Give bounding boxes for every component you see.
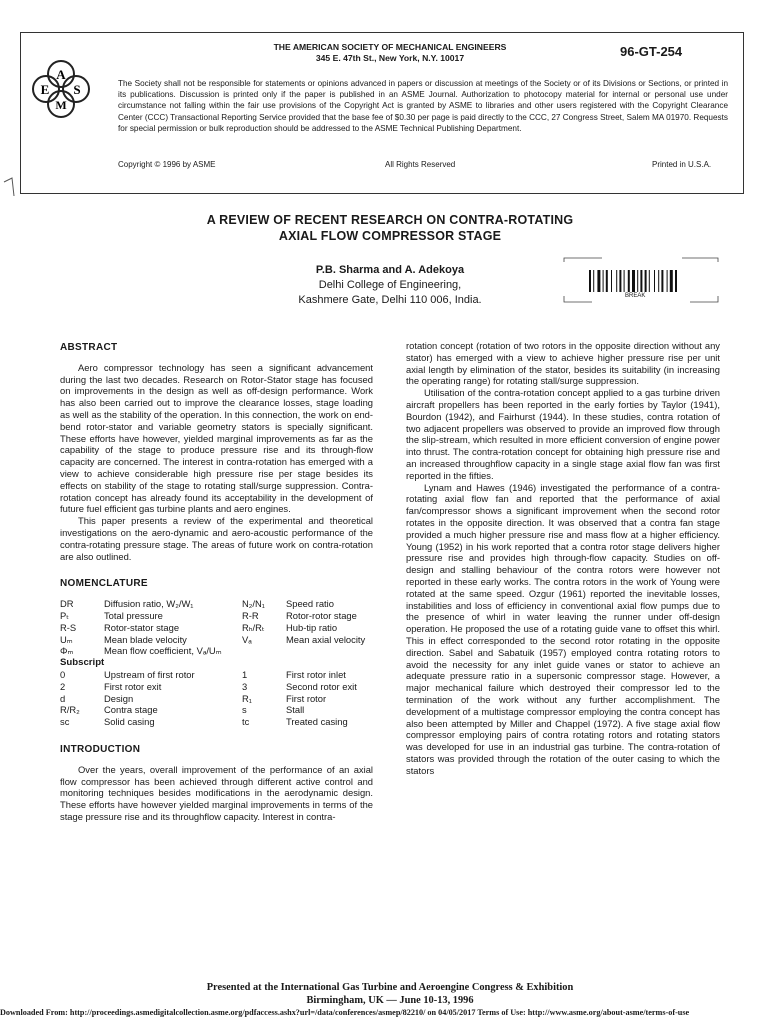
table-row xyxy=(60,716,365,728)
right-column xyxy=(406,340,720,776)
margin-mark-icon xyxy=(2,168,22,198)
affiliation-line-2: Kashmere Gate, Delhi 110 006, India. xyxy=(298,294,482,306)
nom-symbol: Vₐ xyxy=(242,633,252,645)
sub-symbol: sc xyxy=(60,716,70,728)
nom-desc: Hub-tip ratio xyxy=(286,621,338,633)
author-names: P.B. Sharma and A. Adekoya xyxy=(315,264,465,276)
barcode-bar xyxy=(619,270,621,292)
sub-desc: First rotor inlet xyxy=(286,668,346,680)
nom-desc: Mean blade velocity xyxy=(104,633,187,645)
sub-desc: First rotor xyxy=(286,692,327,704)
barcode-bar xyxy=(667,270,668,292)
nom-symbol: N₂/N₁ xyxy=(242,598,265,610)
nom-symbol: Rₕ/Rₜ xyxy=(242,621,265,633)
barcode-bar xyxy=(637,270,638,292)
table-row xyxy=(60,681,365,693)
table-row xyxy=(60,610,365,622)
nomenclature-heading: NOMENCLATURE xyxy=(60,578,148,590)
asme-logo-icon xyxy=(30,58,92,120)
sub-desc: Stall xyxy=(286,704,305,716)
table-row xyxy=(60,704,365,716)
nom-desc: Speed ratio xyxy=(286,598,334,610)
rights-line: All Rights Reserved xyxy=(385,160,456,169)
right-paragraph-1: Utilisation of the contra-rotation concept applied to a gas turbine driven aircraft propellers has been reported in the early forties by Taylor (1941), Bourdon (1942), and Fairhurst (1944). In these studies, contra rotation of two adjacent propellers was observed to provide an improved flow through the slip-stream, which resulted in more efficient conversion of engine power into thrust. The contra-rotation concept for obtaining high pressure rise and an increased throughflow capacity in a single stage axial flow fan was first reported in the fifties. xyxy=(406,387,720,481)
barcode-bar xyxy=(654,270,655,292)
download-line: Downloaded From: http://proceedings.asmedigitalcollection.asme.org/pdfaccess.ashx?url=/data/conferences/asmep/82210/ on 04/05/2017 Terms of Use: http://www.asme.org/about-asme/terms-of-use xyxy=(0,1008,690,1017)
sub-desc: Solid casing xyxy=(104,716,155,728)
nom-desc: Diffusion ratio, W₂/W₁ xyxy=(104,598,194,610)
title-line-1: A REVIEW OF RECENT RESEARCH ON CONTRA-ROTATING xyxy=(206,213,574,227)
barcode-bar xyxy=(632,270,635,292)
society-block xyxy=(230,42,550,64)
nom-desc: Rotor-rotor stage xyxy=(286,609,357,621)
barcode-bar xyxy=(640,270,642,292)
right-paragraph-0: rotation concept (rotation of two rotors in the opposite direction without any stator) has emerged with a view to achieve higher pressure rise per unit axial length by elimination of the stator, besides its suitability (in increasing the operating range) for rotating stall/surge suppression. xyxy=(406,340,720,387)
introduction-paragraph-1: Over the years, overall improvement of the performance of an axial flow compressor has been achieved through different active control and monitoring techniques besides modifications in the aerodynamic design. These efforts have however yielded marginal improvements in terms of the stage pressure rise and its throughflow capacity. Interest in contra- xyxy=(60,763,373,822)
barcode-bar xyxy=(628,270,630,292)
sub-symbol: R₁ xyxy=(242,692,252,704)
table-row xyxy=(60,634,365,646)
table-row xyxy=(60,622,365,634)
introduction-heading: INTRODUCTION xyxy=(60,743,141,755)
barcode-bar xyxy=(611,270,612,292)
nom-desc: Mean flow coefficient, Vₐ/Uₘ xyxy=(104,645,222,657)
subscript-heading: Subscript xyxy=(60,657,105,669)
copyright-line: Copyright © 1996 by ASME xyxy=(118,160,216,169)
sub-symbol: 1 xyxy=(242,668,248,680)
nom-symbol: Φₘ xyxy=(60,645,74,657)
sub-desc: First rotor exit xyxy=(104,680,162,692)
sub-desc: Upstream of first rotor xyxy=(104,668,195,680)
barcode-bar xyxy=(597,270,600,292)
barcode-bar xyxy=(675,270,677,292)
barcode-bar xyxy=(670,270,673,292)
title-line-2: AXIAL FLOW COMPRESSOR STAGE xyxy=(278,229,502,243)
nom-symbol: Uₘ xyxy=(60,633,73,645)
paper-number: 96-GT-254 xyxy=(620,44,683,59)
conference-line-2: Birmingham, UK — June 10-13, 1996 xyxy=(306,995,474,1006)
barcode-bar xyxy=(658,270,659,292)
logo-letter-right: S xyxy=(73,82,81,97)
society-name: THE AMERICAN SOCIETY OF MECHANICAL ENGINEERS xyxy=(273,42,507,52)
logo-letter-bottom: M xyxy=(55,98,67,112)
affiliation-line-1: Delhi College of Engineering, xyxy=(318,279,462,291)
nom-desc: Rotor-stator stage xyxy=(104,621,180,633)
nom-symbol: DR xyxy=(60,598,74,610)
conference-line-1: Presented at the International Gas Turbine and Aeroengine Congress & Exhibition xyxy=(206,982,574,993)
authors-block xyxy=(240,263,540,308)
sub-symbol: tc xyxy=(242,716,250,728)
copyright-notice: The Society shall not be responsible for statements or opinions advanced in papers or discussion at meetings of the Society or of its Divisions or Sections, or printed in its publications. Discussion is printed only if the paper is published in an ASME Journal. Authorization to photocopy material for internal or personal use under circumstance not falling within the fair use provisions of the Copyright Act is granted by ASME to libraries and other users registered with the Copyright Clearance Center (CCC) Transactional Reporting Service provided that the base fee of $0.30 per page is paid directly to the CCC, 27 Congress Street, Salem MA 01970. Requests for special permission or bulk reproduction should be addressed to the ASME Technical Publishing Department. xyxy=(118,79,728,133)
right-paragraph-2: Lynam and Hawes (1946) investigated the performance of a contra-rotating axial flow fan and reported that the performance of axial fan/compressor shows a significant improvement when the second rotor rotates in the opposite direction. It was observed that a contra fan stage provided a much higher pressure rise and mass flow at a higher efficiency. Young (1952) in his work reported that a contra rotor stage delivers higher pressure rise and provides high through-flow capacity. Studies on off-design and stalling behaviour of the contra rotors were however not reported in these early works. The contra rotors in the work of Young were rotated at the same speed. Ozgur (1961) reported the inevitable losses, instabilities and loss of efficiency in conventional axial flow pumps due to the presence of whirl in water leaving the runner under off-design operation. He proposed the use of a rotating guide vane to offset this whirl. This in effect corresponded to the second rotor rotating in the opposite direction. Sabel and Sabatuik (1957) employed contra rotating rotors to avoid the necessity for any inlet guide vanes or stator to achieve an adequate pressure ratio in a supersonic compressor stage. However, a major mechanical failure which destroyed their compressor led to the termination of the work without any further accomplishment. The development of a multistage compressor employing the contra concept has also been attempted by Miller and Chappel (1972). A five stage axial flow compressor employing pairs of contra rotating rotors and rotating stators was developed for use in an industrial gas turbine. The contra-rotation of stators was provided through the rotation of the outer casing to which the stators xyxy=(406,481,720,776)
sub-desc: Second rotor exit xyxy=(286,680,357,692)
barcode-bar xyxy=(593,270,594,292)
nom-symbol: R-S xyxy=(60,621,77,633)
barcode-bar xyxy=(616,270,617,292)
nom-desc: Total pressure xyxy=(104,609,163,621)
sub-desc: Contra stage xyxy=(104,704,158,716)
sub-symbol: 0 xyxy=(60,668,66,680)
conference-footer xyxy=(100,981,680,1007)
barcode-label: BREAK xyxy=(625,293,646,299)
table-row xyxy=(60,693,365,705)
barcode-bar xyxy=(603,270,604,292)
left-column xyxy=(60,342,373,823)
barcode-bar xyxy=(589,270,591,292)
logo-letter-top: A xyxy=(56,67,66,82)
sub-symbol: 2 xyxy=(60,680,66,692)
sub-symbol: 3 xyxy=(242,680,248,692)
logo-letter-left: E xyxy=(40,82,50,97)
barcode-bar xyxy=(645,270,647,292)
sub-symbol: s xyxy=(242,704,247,716)
nomenclature-table xyxy=(60,598,365,728)
table-row xyxy=(60,598,365,610)
sub-symbol: R/R₂ xyxy=(60,704,80,716)
nom-desc: Mean axial velocity xyxy=(286,633,366,645)
barcode-bar xyxy=(606,270,608,292)
table-row xyxy=(60,657,365,669)
abstract-heading: ABSTRACT xyxy=(60,342,118,353)
paper-title xyxy=(100,212,680,244)
sub-desc: Design xyxy=(104,692,134,704)
society-address: 345 E. 47th St., New York, N.Y. 10017 xyxy=(315,53,465,63)
barcode-bar xyxy=(649,270,650,292)
table-row xyxy=(60,645,365,657)
nom-symbol: Pₜ xyxy=(60,609,70,621)
barcode-icon xyxy=(585,268,715,294)
abstract-paragraph-1: Aero compressor technology has seen a significant advancement during the last two decades. Research on Rotor-Stator stage has focused on improvements in the design as well as off-design performance. Work has also been carried out to improve the clearance losses, stage loading as well as the stability of the operation. In this connection, the work on end-bend rotor-stator and variable geometry stators is specially significant. These efforts have however, yielded marginal improvements as far as the capability of the stage to produce pressure rise and its through-flow capacity are concerned. The interest in contra-rotation has emerged with a view to achieve considerable high pressure rise per stage besides its effects on stability of the stage to rotating stall/surge suppression. Contra-rotation concept has already found its acceptability in the development of future fuel efficient gas turbine plants and aero engines. xyxy=(60,361,373,515)
printed-line: Printed in U.S.A. xyxy=(652,160,712,169)
nom-symbol: R-R xyxy=(242,609,259,621)
sub-desc: Treated casing xyxy=(286,716,348,728)
table-row xyxy=(60,669,365,681)
abstract-paragraph-2: This paper presents a review of the experimental and theoretical investigations on the aero-dynamic and aero-acoustic performance of the contra-rotating pressure stage. The areas of future work on contra-rotation are also outlined. xyxy=(60,515,373,562)
sub-symbol: d xyxy=(60,692,66,704)
barcode-bar xyxy=(624,270,625,292)
barcode-bar xyxy=(661,270,663,292)
